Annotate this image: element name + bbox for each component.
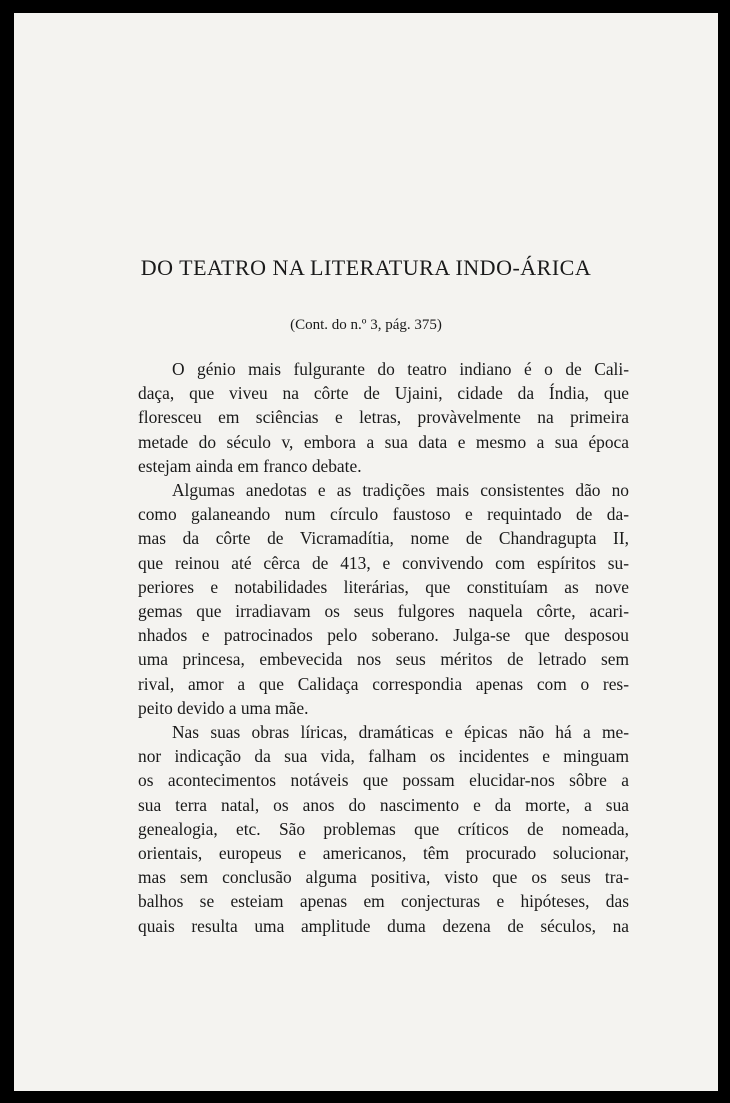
text-line: mas sem conclusão alguma positiva, visto que os seus tra- bbox=[138, 867, 629, 888]
text-line: uma princesa, embevecida nos seus méritos de letrado sem bbox=[138, 649, 629, 670]
text-line: floresceu em sciências e letras, provàvelmente na primeira bbox=[138, 407, 629, 428]
document-page bbox=[14, 13, 718, 1091]
text-line: metade do século v, embora a sua data e mesmo a sua época bbox=[138, 431, 629, 452]
text-line: nor indicação da sua vida, falham os incidentes e minguam bbox=[138, 746, 629, 767]
text-line: os acontecimentos notáveis que possam elucidar-nos sôbre a bbox=[138, 770, 629, 791]
text-line: quais resulta uma amplitude duma dezena de séculos, na bbox=[138, 915, 629, 936]
article-body bbox=[138, 357, 629, 938]
text-line: nhados e patrocinados pelo soberano. Julga-se que desposou bbox=[138, 625, 629, 646]
text-line: rival, amor a que Calidaça correspondia apenas com o res- bbox=[138, 673, 629, 694]
text-line: sua terra natal, os anos do nascimento e da morte, a sua bbox=[138, 794, 629, 815]
text-line: peito devido a uma mãe. bbox=[138, 697, 309, 718]
text-line: Algumas anedotas e as tradições mais consistentes dão no bbox=[172, 480, 629, 501]
text-line: Nas suas obras líricas, dramáticas e épicas não há a me- bbox=[172, 722, 629, 743]
article-subtitle: (Cont. do n.º 3, pág. 375) bbox=[290, 317, 442, 333]
text-line: daça, que viveu na côrte de Ujaini, cidade da Índia, que bbox=[138, 383, 629, 404]
text-line: estejam ainda em franco debate. bbox=[138, 455, 362, 476]
text-line: como galaneando num círculo faustoso e requintado de da- bbox=[138, 504, 629, 525]
text-line: periores e notabilidades literárias, que constituíam as nove bbox=[138, 576, 629, 597]
text-line: gemas que irradiavam os seus fulgores naquela côrte, acari- bbox=[138, 601, 629, 622]
text-line: O génio mais fulgurante do teatro indiano é o de Cali- bbox=[172, 359, 629, 379]
text-line: genealogia, etc. São problemas que críticos de nomeada, bbox=[138, 818, 629, 839]
article-title: DO TEATRO NA LITERATURA INDO-ÁRICA bbox=[140, 255, 592, 280]
text-line: orientais, europeus e americanos, têm procurado solucionar, bbox=[138, 843, 629, 864]
text-line: que reinou até cêrca de 413, e convivendo com espíritos su- bbox=[138, 552, 629, 573]
text-line: balhos se esteiam apenas em conjecturas e hipóteses, das bbox=[138, 891, 629, 912]
text-line: mas da côrte de Vicramadítia, nome de Chandragupta II, bbox=[138, 528, 629, 549]
